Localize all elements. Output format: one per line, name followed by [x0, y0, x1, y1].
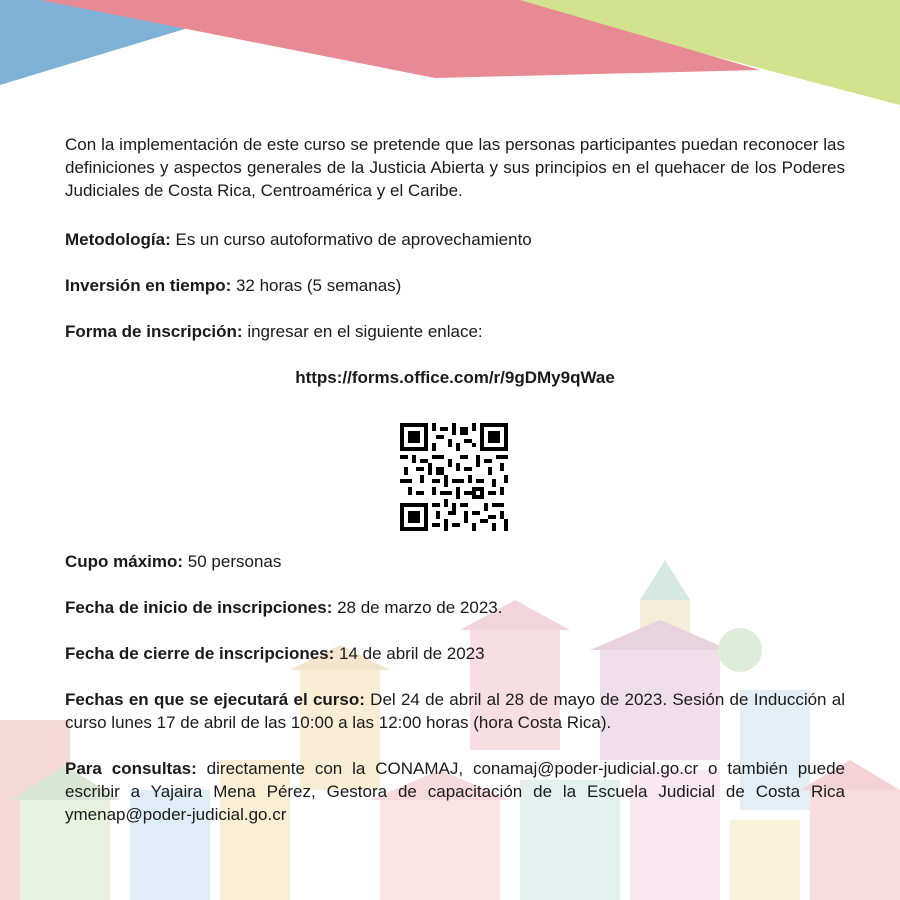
fechas-label: Fechas en que se ejecutará el curso:: [65, 690, 365, 709]
cierre-value: 14 de abril de 2023: [334, 644, 485, 663]
registration-link[interactable]: https://forms.office.com/r/9gDMy9qWae: [295, 368, 615, 387]
fechas-paragraph: [65, 688, 845, 734]
cupo-label: Cupo máximo:: [65, 552, 184, 571]
fechas-value: Del 24 de abril al 28 de mayo de 2023. Sesión de Inducción al curso lunes 17 de abril de las 10:00 a las 12:00 horas (hora Costa Rica).: [65, 690, 845, 732]
intro-paragraph: Con la implementación de este curso se pretende que las personas participantes puedan reconocer las definiciones y aspectos generales de la Justicia Abierta y sus principios en el quehacer de los Poderes Judiciales de Costa Rica, Centroamérica y el Caribe.: [65, 135, 845, 200]
inversion-value: 32 horas (5 semanas): [231, 276, 402, 295]
inicio-label: Fecha de inicio de inscripciones:: [65, 598, 333, 617]
qr-code[interactable]: [400, 423, 508, 531]
inversion-label: Inversión en tiempo:: [65, 276, 232, 295]
inscripcion-line: [65, 320, 845, 343]
cierre-line: [65, 642, 845, 665]
metodologia-line: [65, 228, 845, 251]
consultas-value: directamente con la CONAMAJ, conamaj@poder-judicial.go.cr o también puede escribir a Yajaira Mena Pérez, Gestora de capacitación de la Escuela Judicial de Costa Rica ymenap@poder-judicial.go.cr: [65, 759, 846, 824]
cierre-label: Fecha de cierre de inscripciones:: [65, 644, 335, 663]
metodologia-label: Metodología:: [65, 230, 171, 249]
inscripcion-value: ingresar en el siguiente enlace:: [242, 322, 483, 341]
cupo-value: 50 personas: [183, 552, 282, 571]
consultas-label: Para consultas:: [65, 759, 197, 778]
inversion-line: [65, 274, 845, 297]
inscripcion-label: Forma de inscripción:: [65, 322, 243, 341]
inicio-value: 28 de marzo de 2023.: [332, 598, 503, 617]
inicio-line: [65, 596, 845, 619]
header-banner: [0, 0, 900, 110]
consultas-paragraph: [65, 757, 845, 826]
document-body: [65, 133, 846, 824]
metodologia-value: Es un curso autoformativo de aprovechamiento: [170, 230, 532, 249]
cupo-line: [65, 550, 845, 573]
